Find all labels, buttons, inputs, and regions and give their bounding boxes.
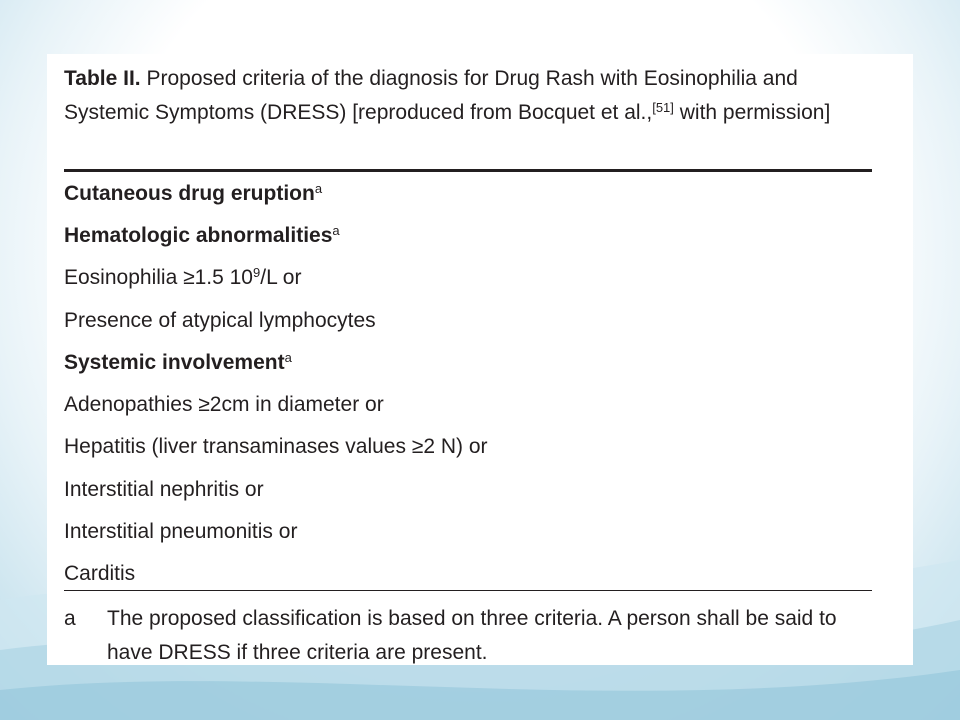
table-top-rule (64, 169, 872, 172)
footnote-text: The proposed classification is based on three criteria. A person shall be said to have DRESS if three criteria are present. (107, 607, 837, 664)
table-row: Systemic involvement$^a$ (64, 350, 292, 374)
table-caption-text: Proposed criteria of the diagnosis for Drug Rash with Eosinophilia and Systemic Symptoms (DRESS) [reproduced from Bocquet et al., (64, 67, 798, 124)
table-row: Adenopathies ≥2cm in diameter or (64, 393, 384, 416)
table-row: Interstitial nephritis or (64, 478, 264, 501)
table-row: Eosinophilia ≥1.5 $10^9/L$ or (64, 265, 302, 289)
table-row: Hematologic abnormalities$^a$ (64, 223, 340, 247)
footnote-mark: a (64, 607, 76, 630)
table-card (47, 54, 913, 665)
table-row: Interstitial pneumonitis or (64, 520, 298, 543)
table-row: Carditis (64, 562, 136, 585)
table-bottom-rule (64, 590, 872, 591)
table-caption-reference: [51] (652, 100, 674, 115)
table-row: Hepatitis (liver transaminases values ≥2 N) or (64, 435, 488, 458)
table-caption-label: Table II. (64, 67, 141, 90)
table-caption (64, 62, 884, 130)
table-row: Presence of atypical lymphocytes (64, 309, 376, 332)
table-caption-text-end: with permission] (673, 101, 831, 124)
table-row: Cutaneous drug eruption$^a$ (64, 181, 323, 205)
